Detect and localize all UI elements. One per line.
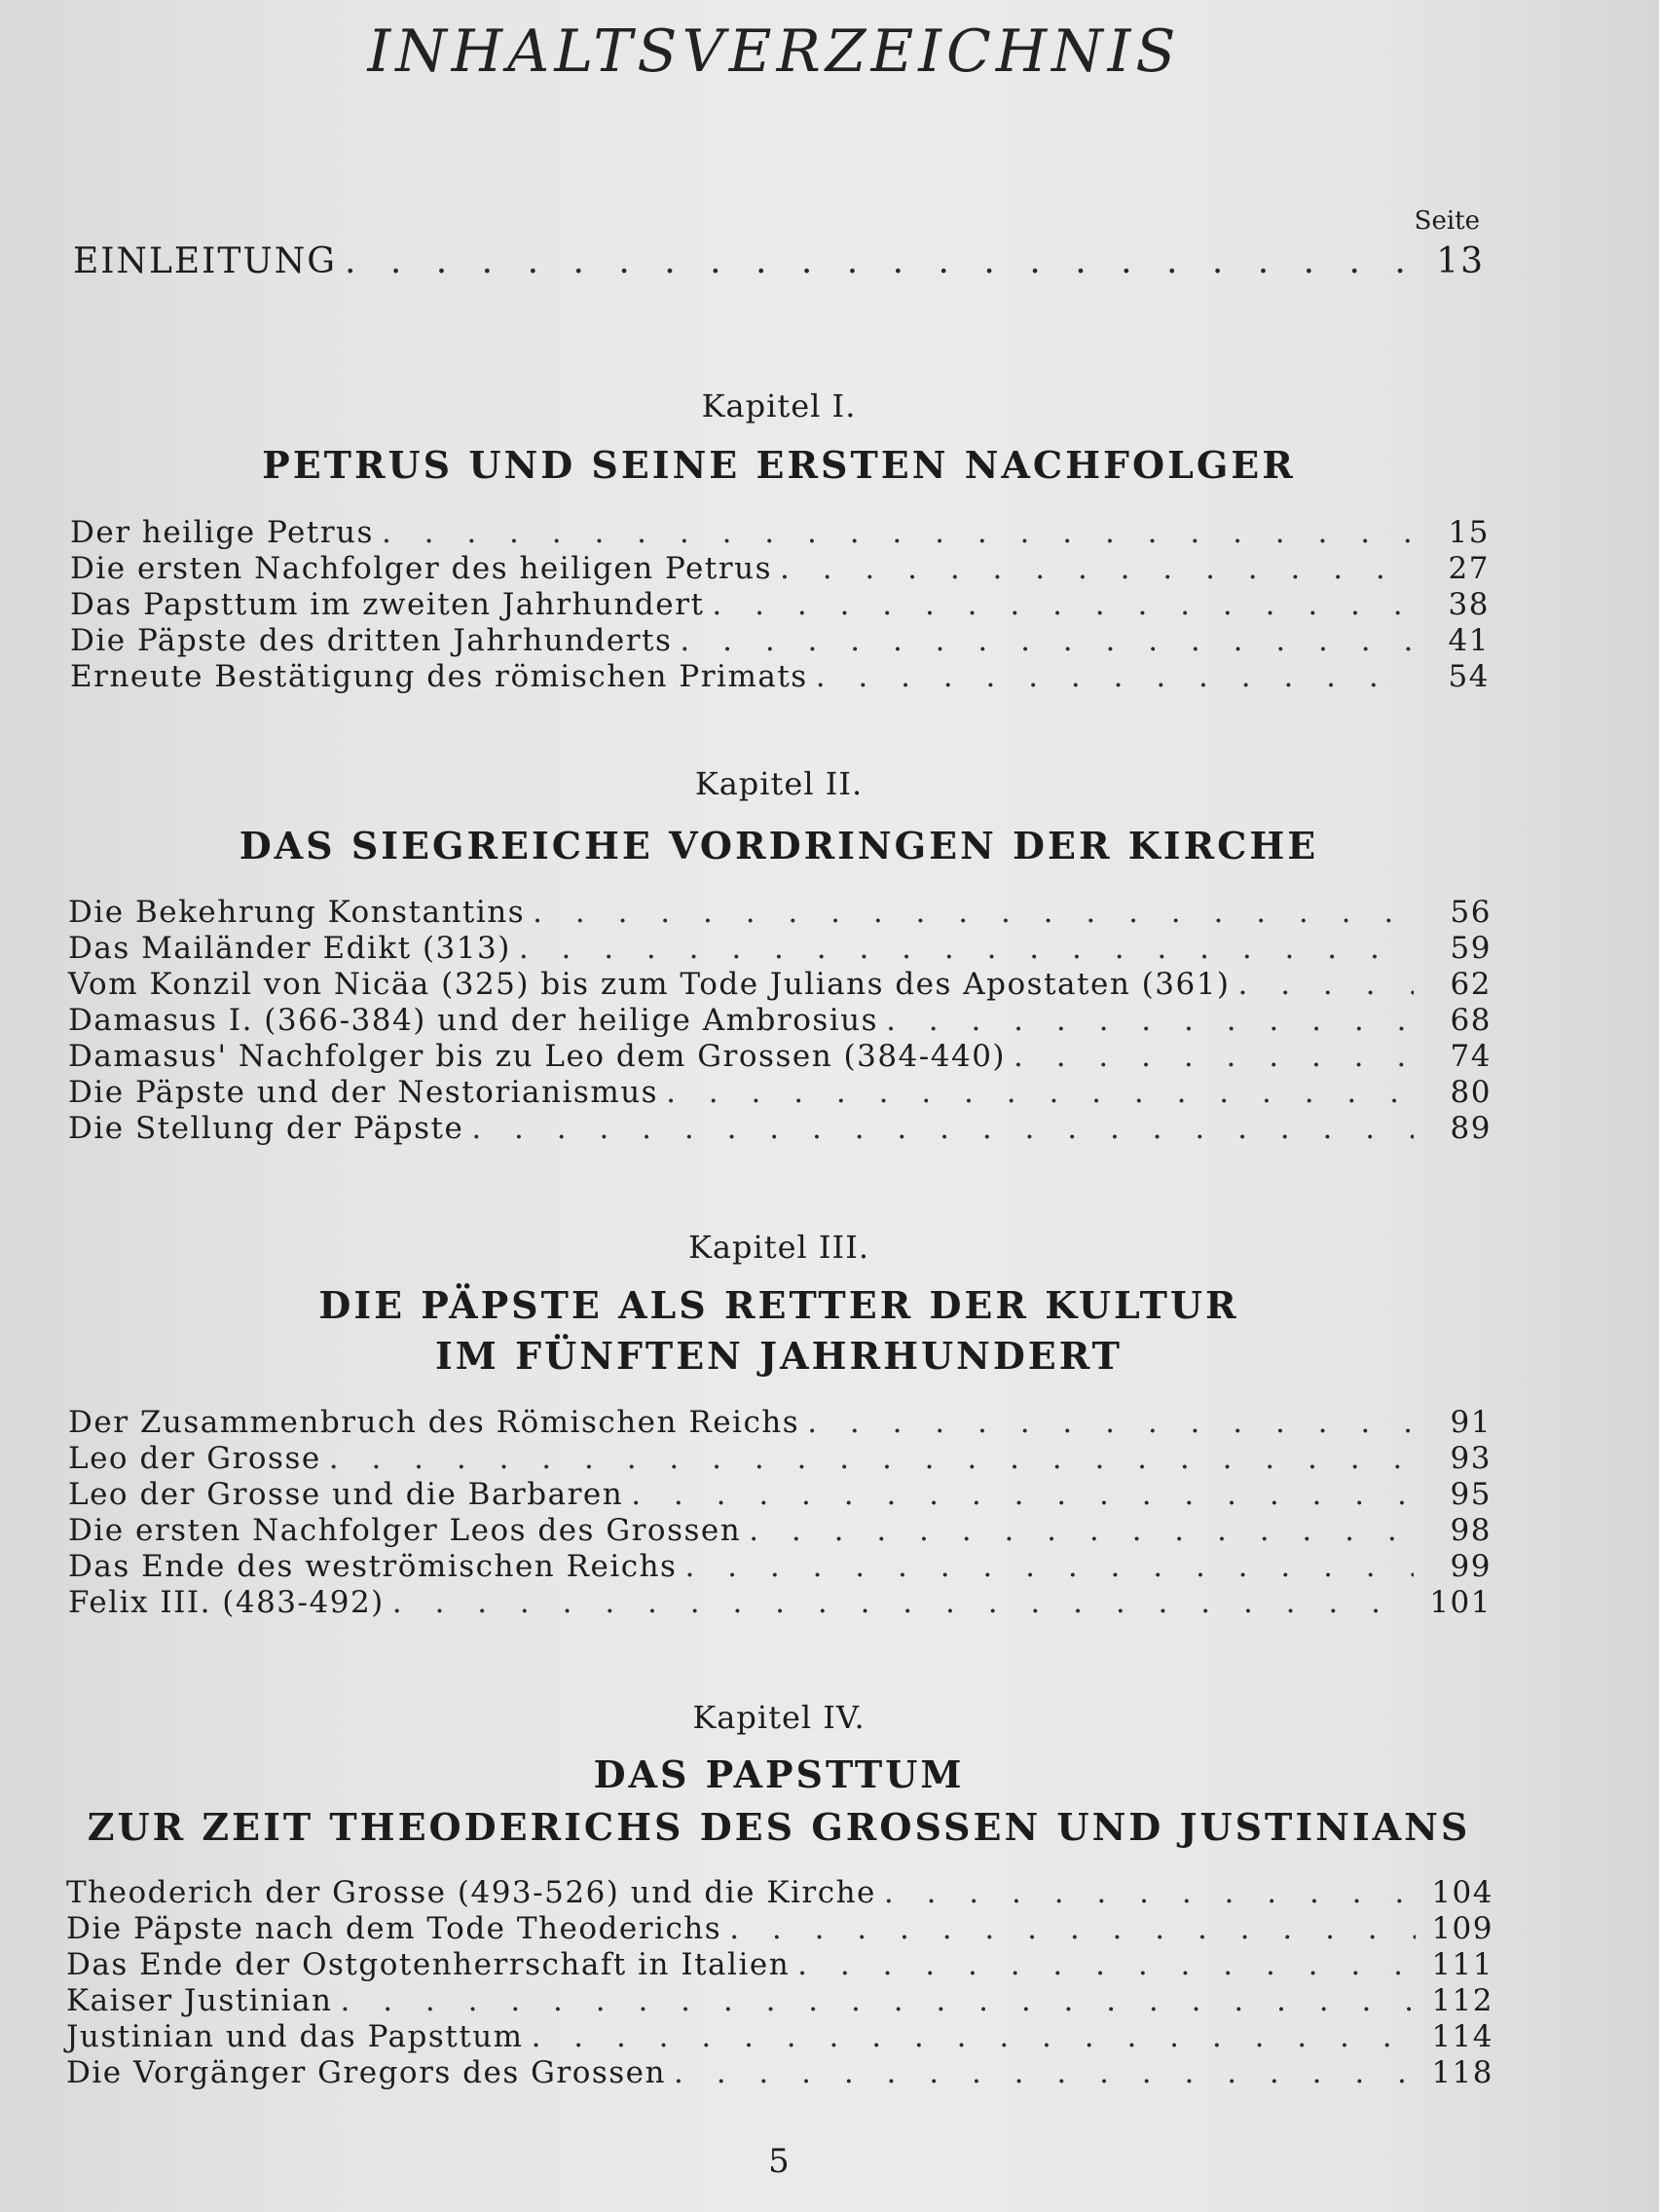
leader-dots [623,1477,1414,1512]
entry-title: Das Ende des weströmischen Reichs [68,1549,678,1584]
toc-entry[interactable] [70,623,1490,660]
entry-title: Die Bekehrung Konstantins [68,895,526,930]
entry-page: 114 [1431,2019,1493,2054]
entry-title: Vom Konzil von Nicäa (325) bis zum Tode Julians des Apostaten (361) [68,967,1231,1002]
toc-entry[interactable] [68,1075,1492,1112]
entry-title: Die Päpste und der Nestorianismus [68,1075,659,1110]
entry-title: Die ersten Nachfolger des heiligen Petrus [70,551,772,586]
toc-entry[interactable] [66,1947,1493,1984]
entry-title: Die Päpste nach dem Tode Theoderichs [66,1911,722,1946]
entry-page: 98 [1450,1513,1492,1548]
leader-dots [672,623,1412,658]
toc-entry[interactable] [66,1983,1493,2020]
entry-page: 112 [1431,1983,1493,2018]
toc-entry[interactable] [70,659,1490,696]
entry-title: Felix III. (483-492) [68,1585,385,1620]
entry-page: 15 [1448,515,1490,550]
entry-title: EINLEITUNG [73,241,338,281]
entry-page: 91 [1450,1405,1492,1440]
toc-entry[interactable] [68,1585,1492,1622]
entry-page: 99 [1450,1549,1492,1584]
toc-entry[interactable] [68,1003,1492,1040]
toc-entry[interactable] [68,895,1492,932]
leader-dots [1006,1039,1414,1074]
entry-title: Erneute Bestätigung des römischen Primats [70,659,808,694]
entry-title: Leo der Grosse [68,1441,321,1476]
leader-dots [677,1549,1414,1584]
leader-dots [808,659,1412,694]
toc-entry-einleitung[interactable] [73,241,1485,281]
entry-page: 41 [1448,623,1490,658]
entry-title: Theoderich der Grosse (493-526) und die Kirche [66,1875,876,1910]
entry-title: Kaiser Justinian [66,1983,333,2018]
entry-page: 80 [1450,1075,1492,1110]
entry-title: Das Papsttum im zweiten Jahrhundert [70,587,705,622]
toc-entry[interactable] [66,2055,1493,2092]
chapter-number: Kapitel I. [701,387,857,424]
toc-entry[interactable] [68,1111,1492,1148]
entry-page: 74 [1450,1039,1492,1074]
entry-page: 59 [1450,931,1492,966]
chapter-heading: PETRUS UND SEINE ERSTEN NACHFOLGER [262,443,1296,487]
entry-page: 104 [1431,1875,1493,1910]
entry-page: 13 [1436,241,1485,281]
leader-dots [704,587,1412,622]
leader-dots [337,241,1407,281]
leader-dots [525,895,1414,930]
toc-entry[interactable] [68,1039,1492,1076]
entry-title: Die Päpste des dritten Jahrhunderts [70,623,673,658]
entry-page: 101 [1429,1585,1492,1620]
entry-page: 109 [1431,1911,1493,1946]
leader-dots [799,1405,1414,1440]
leader-dots [876,1875,1416,1910]
chapter-number: Kapitel IV. [692,1699,866,1736]
toc-entry[interactable] [68,1549,1492,1586]
leader-dots [878,1003,1414,1038]
chapter-number: Kapitel III. [688,1229,869,1266]
seite-label: Seite [1414,206,1480,236]
entry-title: Damasus I. (366-384) und der heilige Ambrosius [68,1003,879,1038]
chapter-heading: DAS SIEGREICHE VORDRINGEN DER KIRCHE [239,824,1319,867]
toc-entry[interactable] [68,1441,1492,1478]
leader-dots [511,931,1414,966]
leader-dots [374,515,1412,550]
toc-entry[interactable] [68,967,1492,1004]
entry-title: Die ersten Nachfolger Leos des Grossen [68,1513,742,1548]
toc-entry[interactable] [68,931,1492,968]
entry-title: Justinian und das Papsttum [66,2019,524,2054]
entry-title: Leo der Grosse und die Barbaren [68,1477,624,1512]
toc-entry[interactable] [70,551,1490,588]
toc-entry[interactable] [70,515,1490,552]
toc-entry[interactable] [68,1513,1492,1550]
leader-dots [666,2055,1416,2090]
leader-dots [658,1075,1414,1110]
entry-page: 118 [1431,2055,1493,2090]
entry-title: Der Zusammenbruch des Römischen Reichs [68,1405,800,1440]
entry-page: 62 [1450,967,1492,1002]
chapter-heading-line-2: IM FÜNFTEN JAHRHUNDERT [435,1334,1123,1378]
leader-dots [721,1911,1416,1946]
entry-page: 38 [1448,587,1490,622]
entry-page: 95 [1450,1477,1492,1512]
chapter-heading-line-2: ZUR ZEIT THEODERICHS DES GROSSEN UND JUSTINIANS [87,1805,1471,1849]
toc-entry[interactable] [68,1405,1492,1442]
entry-page: 54 [1448,659,1490,694]
toc-entry[interactable] [66,1875,1493,1912]
entry-title: Damasus' Nachfolger bis zu Leo dem Grossen (384-440) [68,1039,1007,1074]
entry-title: Die Vorgänger Gregors des Grossen [66,2055,666,2090]
leader-dots [332,1983,1416,2018]
leader-dots [772,551,1412,586]
entry-title: Das Mailänder Edikt (313) [68,931,511,966]
leader-dots [741,1513,1414,1548]
chapter-heading: DIE PÄPSTE ALS RETTER DER KULTUR [318,1283,1239,1327]
entry-title: Der heilige Petrus [70,515,374,550]
leader-dots [463,1111,1414,1146]
toc-entry[interactable] [66,1911,1493,1948]
toc-entry[interactable] [70,587,1490,624]
leader-dots [385,1585,1414,1620]
leader-dots [790,1947,1416,1982]
page-number: 5 [768,2142,790,2181]
chapter-number: Kapitel II. [694,765,864,802]
entry-page: 56 [1450,895,1492,930]
entry-page: 89 [1450,1111,1492,1146]
entry-page: 27 [1448,551,1490,586]
page-title: INHALTSVERZEICHNIS [367,18,1181,86]
entry-page: 68 [1450,1003,1492,1038]
leader-dots [321,1441,1414,1476]
chapter-heading: DAS PAPSTTUM [593,1752,965,1796]
entry-title: Das Ende der Ostgotenherrschaft in Italien [66,1947,791,1982]
leader-dots [524,2019,1416,2054]
entry-page: 111 [1431,1947,1493,1982]
leader-dots [1231,967,1414,1002]
toc-entry[interactable] [68,1477,1492,1514]
entry-page: 93 [1450,1441,1492,1476]
entry-title: Die Stellung der Päpste [68,1111,464,1146]
toc-entry[interactable] [66,2019,1493,2056]
